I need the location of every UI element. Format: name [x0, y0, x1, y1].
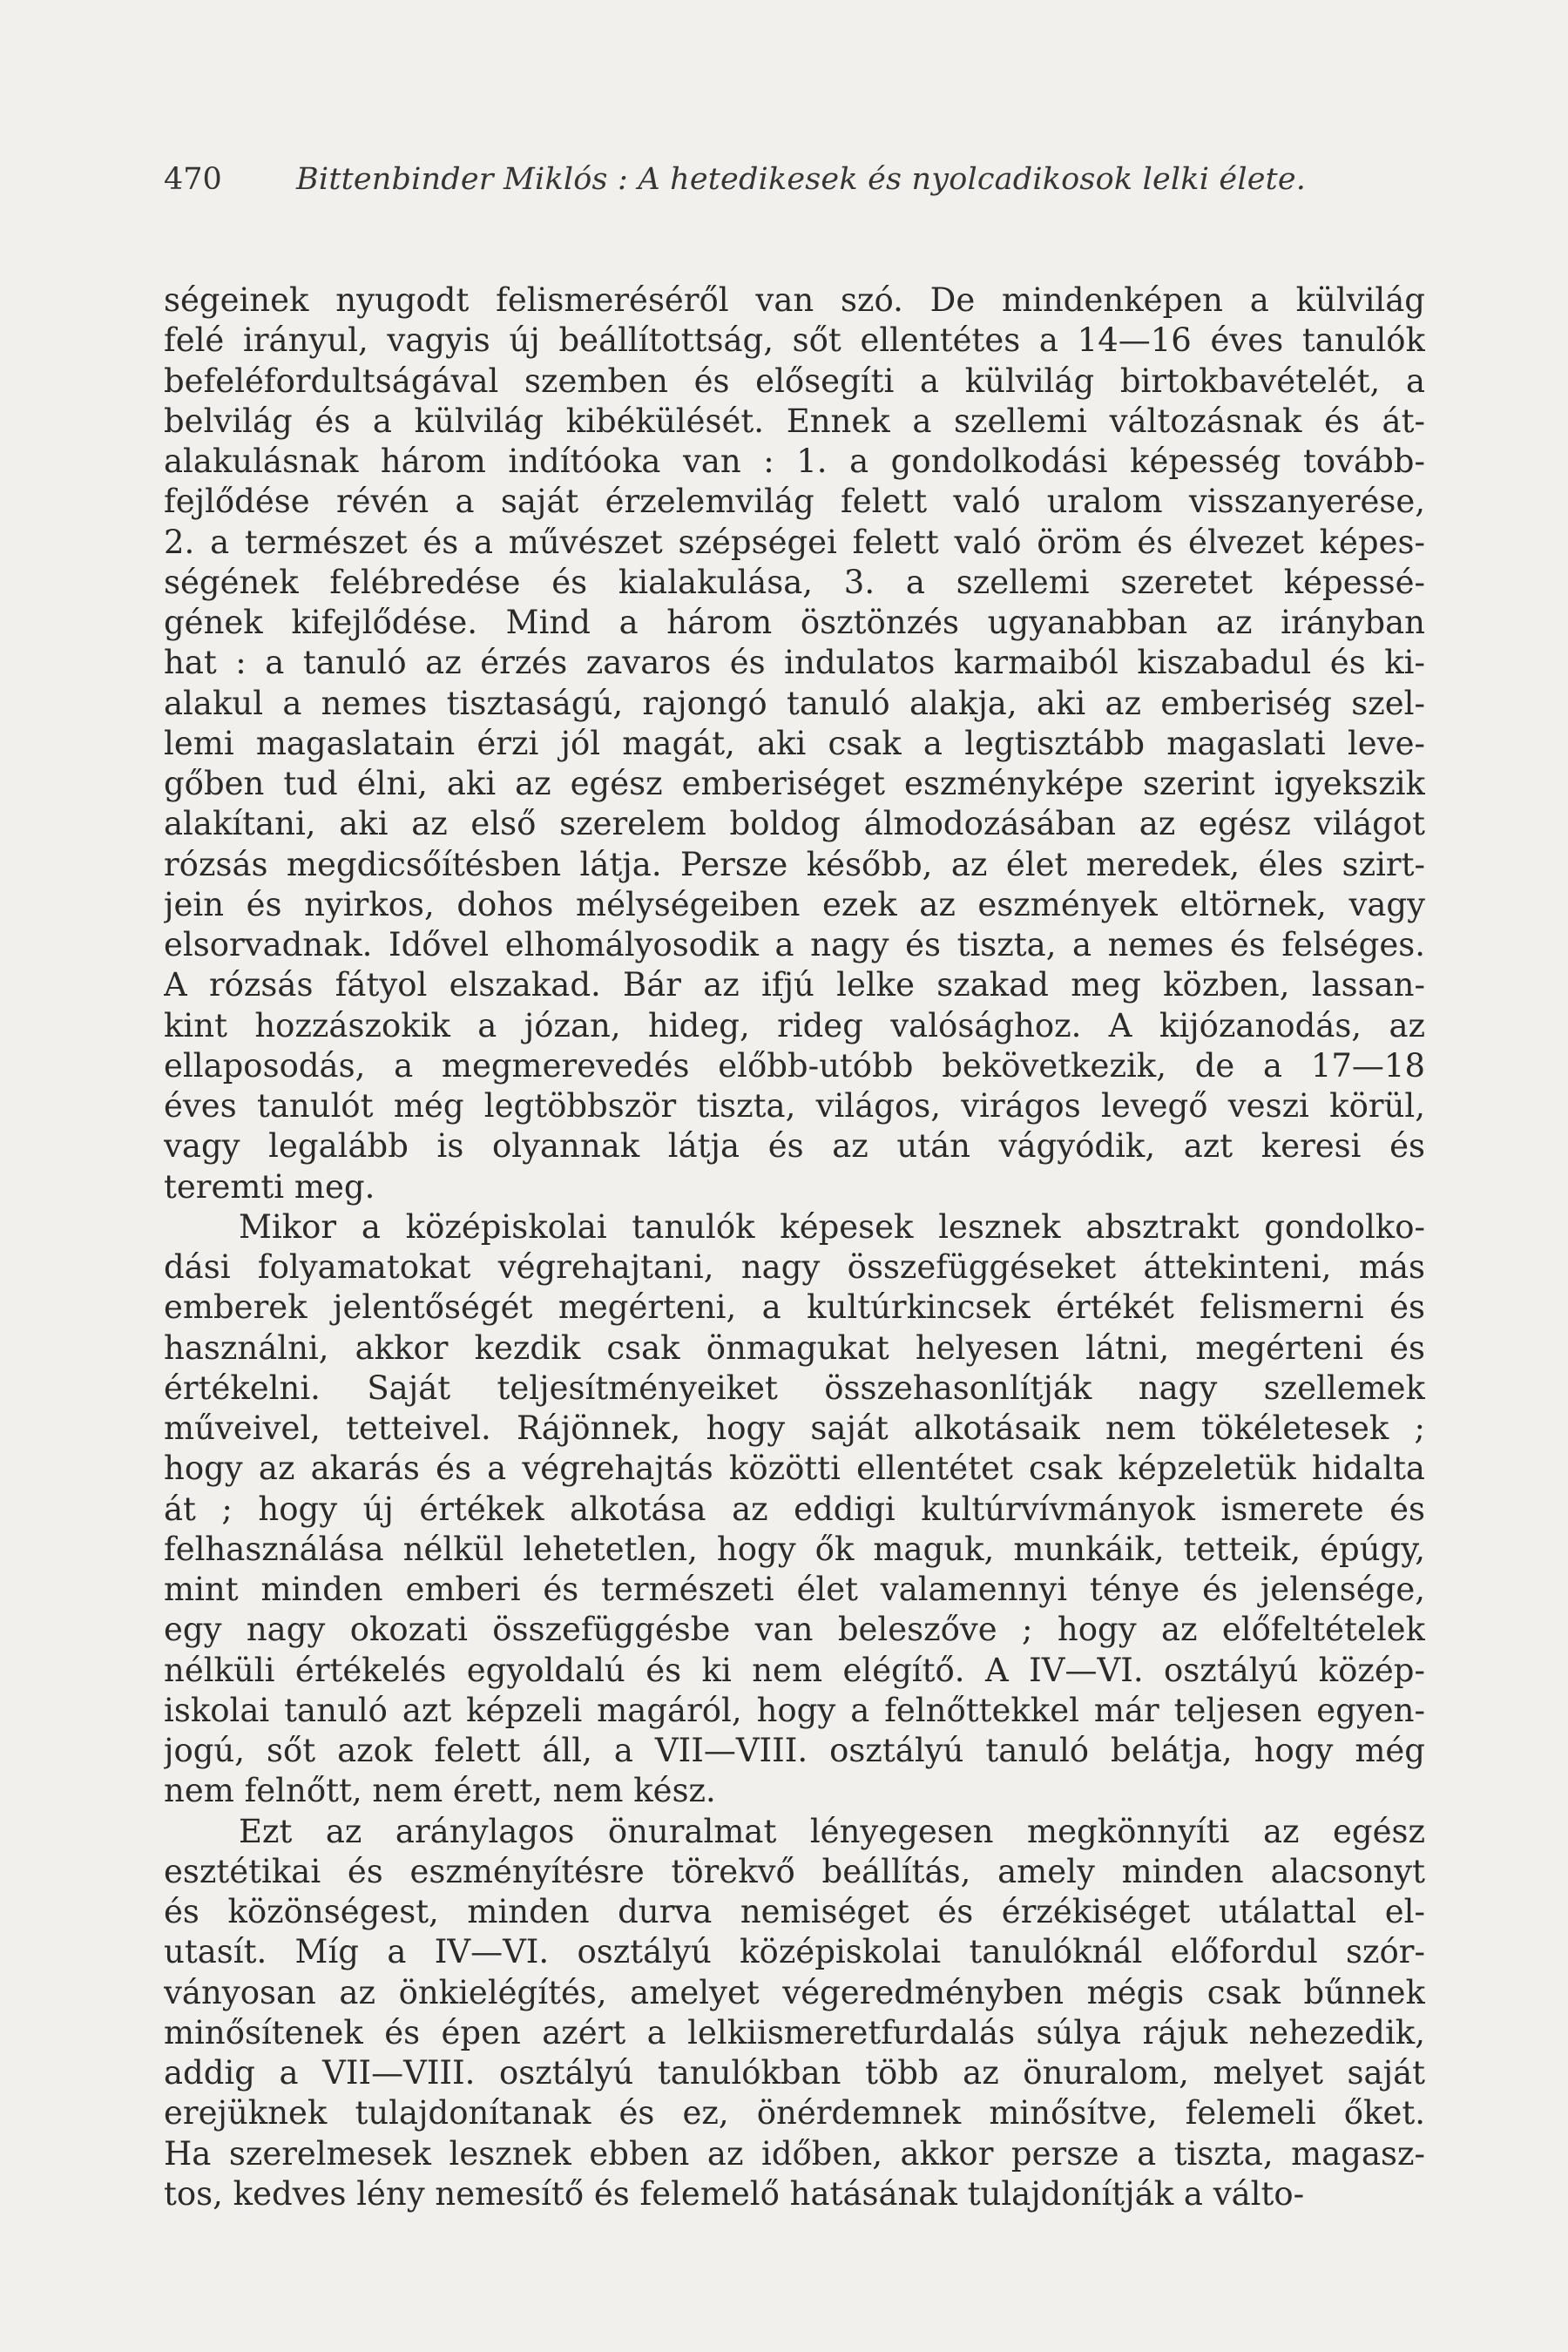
text-line: alakul a nemes tisztaságú, rajongó tanuló alakja, aki az emberiség szel-	[164, 684, 1425, 722]
text-line: nem felnőtt, nem érett, nem kész.	[164, 1772, 716, 1810]
text-line: rózsás megdicsőítésben látja. Persze később, az élet meredek, éles szirt-	[164, 845, 1425, 883]
text-line: esztétikai és eszményítésre törekvő beállítás, amely minden alacsonyt	[164, 1852, 1425, 1890]
text-line: belvilág és a külvilág kibékülését. Ennek a szellemi változásnak és át-	[164, 402, 1425, 440]
paragraph	[164, 1207, 1425, 1812]
text-line: jein és nyirkos, dohos mélységeiben ezek az eszmények eltörnek, vagy	[164, 885, 1425, 923]
text-line: 2. a természet és a művészet szépségei felett való öröm és élvezet képes-	[164, 523, 1425, 561]
text-line: és közönségest, minden durva nemiséget és érzékiséget utálattal el-	[164, 1893, 1425, 1930]
text-line: Mikor a középiskolai tanulók képesek lesznek absztrakt gondolko-	[239, 1207, 1425, 1246]
text-line: ellaposodás, a megmerevedés előbb-utóbb bekövetkezik, de a 17—18	[164, 1046, 1425, 1085]
running-title: Bittenbinder Miklós : A hetedikesek és nyolcadikosok lelki élete.	[296, 162, 1307, 197]
page-header	[164, 153, 1409, 206]
text-line: minősítenek és épen azért a lelkiismeretfurdalás súlya rájuk nehezedik,	[164, 2013, 1425, 2051]
text-line: műveivel, tetteivel. Rájönnek, hogy saját alkotásaik nem tökéletesek ;	[164, 1409, 1425, 1447]
body-text	[164, 280, 1425, 2214]
text-line: használni, akkor kezdik csak önmagukat helyesen látni, megérteni és	[164, 1328, 1425, 1367]
text-line: befeléfordultságával szemben és elősegíti a külvilág birtokbavételét, a	[164, 362, 1425, 400]
text-line: egy nagy okozati összefüggésbe van beleszőve ; hogy az előfeltételek	[164, 1611, 1425, 1649]
text-line: elsorvadnak. Idővel elhomályosodik a nagy és tiszta, a nemes és felséges.	[164, 926, 1425, 963]
text-line: értékelni. Saját teljesítményeiket összehasonlítják nagy szellemek	[164, 1369, 1425, 1407]
text-line: A rózsás fátyol elszakad. Bár az ifjú lelke szakad meg közben, lassan-	[164, 966, 1425, 1004]
text-line: tos, kedves lény nemesítő és felemelő hatásának tulajdonítják a válto-	[164, 2174, 1305, 2213]
text-line: hat : a tanuló az érzés zavaros és indulatos karmaiból kiszabadul és ki-	[164, 644, 1425, 682]
text-line: alakítani, aki az első szerelem boldog álmodozásában az egész világot	[164, 805, 1425, 843]
text-line: Ezt az aránylagos önuralmat lényegesen megkönnyíti az egész	[239, 1812, 1425, 1850]
text-line: lemi magaslatain érzi jól magát, aki csak a legtisztább magaslati leve-	[164, 724, 1425, 762]
text-line: fejlődése révén a saját érzelemvilág felett való uralom visszanyerése,	[164, 483, 1425, 521]
text-line: emberek jelentőségét megérteni, a kultúrkincsek értékét felismerni és	[164, 1288, 1425, 1327]
text-line: gőben tud élni, aki az egész emberiséget eszményképe szerint igyekszik	[164, 765, 1425, 802]
text-line: hogy az akarás és a végrehajtás közötti ellentétet csak képzeletük hidalta	[164, 1450, 1425, 1488]
text-line: erejüknek tulajdonítanak és ez, önérdemnek minősítve, felemeli őket.	[164, 2094, 1425, 2132]
text-line: alakulásnak három indítóoka van : 1. a gondolkodási képesség tovább-	[164, 443, 1425, 480]
paragraph	[164, 280, 1425, 1207]
page-number: 470	[164, 162, 222, 197]
text-line: át ; hogy új értékek alkotása az eddigi kultúrvívmányok ismerete és	[164, 1490, 1425, 1528]
text-line: ségeinek nyugodt felismeréséről van szó. De mindenképen a külvilág	[164, 281, 1425, 319]
text-line: jogú, sőt azok felett áll, a VII—VIII. osztályú tanuló belátja, hogy még	[164, 1732, 1425, 1769]
text-line: Ha szerelmesek lesznek ebben az időben, akkor persze a tiszta, magasz-	[164, 2134, 1425, 2173]
text-line: éves tanulót még legtöbbször tiszta, világos, virágos levegő veszi körül,	[164, 1087, 1425, 1125]
text-line: dási folyamatokat végrehajtani, nagy összefüggéseket áttekinteni, más	[164, 1248, 1425, 1286]
text-line: utasít. Míg a IV—VI. osztályú középiskolai tanulóknál előfordul szór-	[164, 1933, 1425, 1971]
text-line: addig a VII—VIII. osztályú tanulókban több az önuralom, melyet saját	[164, 2054, 1425, 2092]
text-line: teremti meg.	[164, 1167, 375, 1206]
text-line: felé irányul, vagyis új beállítottság, sőt ellentétes a 14—16 éves tanulók	[164, 321, 1425, 360]
paragraph	[164, 1812, 1425, 2215]
text-line: ványosan az önkielégítés, amelyet végeredményben mégis csak bűnnek	[164, 1973, 1425, 2011]
text-line: nélküli értékelés egyoldalú és ki nem elégítő. A IV—VI. osztályú közép-	[164, 1651, 1425, 1689]
text-line: kint hozzászokik a józan, hideg, rideg valósághoz. A kijózanodás, az	[164, 1006, 1425, 1044]
text-line: gének kifejlődése. Mind a három ösztönzés ugyanabban az irányban	[164, 604, 1425, 641]
text-line: mint minden emberi és természeti élet valamennyi ténye és jelensége,	[164, 1571, 1425, 1608]
text-line: ségének felébredése és kialakulása, 3. a szellemi szeretet képessé-	[164, 563, 1425, 601]
text-line: felhasználása nélkül lehetetlen, hogy ők maguk, munkáik, tetteik, épúgy,	[164, 1530, 1425, 1568]
text-line: iskolai tanuló azt képzeli magáról, hogy a felnőttekkel már teljesen egyen-	[164, 1691, 1425, 1729]
text-line: vagy legalább is olyannak látja és az után vágyódik, azt keresi és	[164, 1127, 1425, 1166]
